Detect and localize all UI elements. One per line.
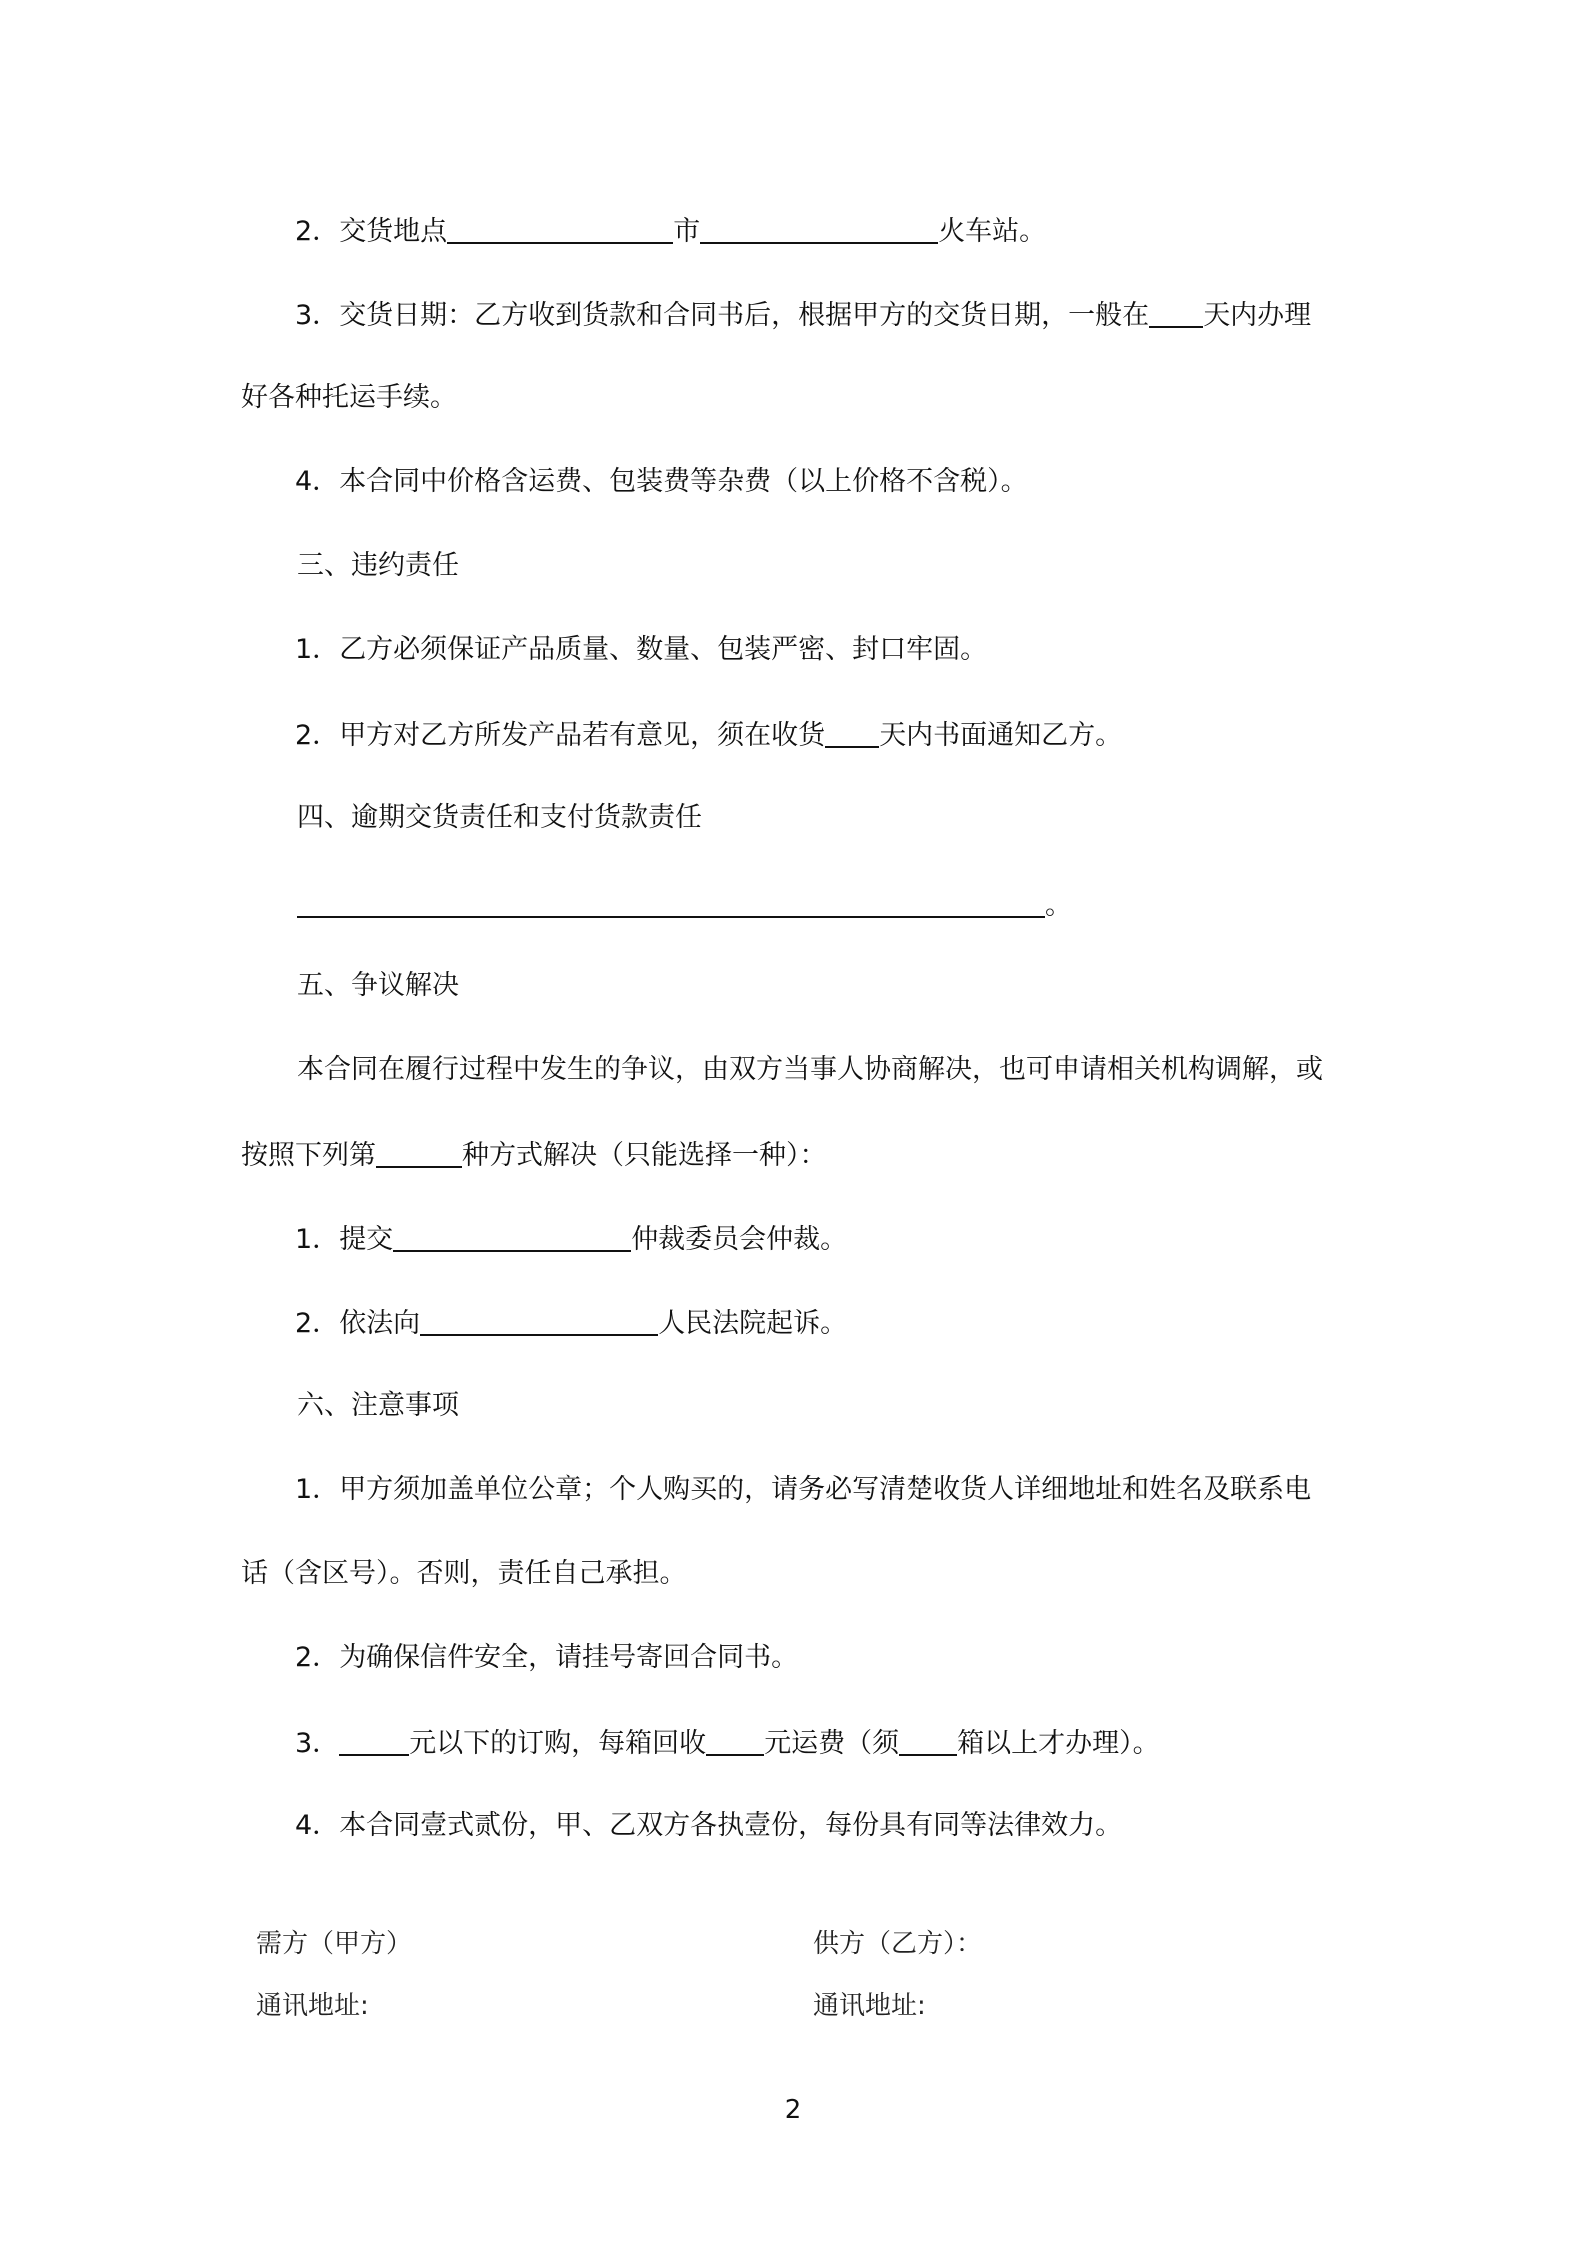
price-text: 本合同中价格含运费、包装费等杂费（以上价格不含税）。 [339,466,1028,497]
section-heading-breach: 三、违约责任 [297,550,459,581]
breach-item-2 [295,716,1122,754]
item-number: 3． [295,300,340,331]
notes-item-3 [295,1724,1160,1762]
city-suffix: 市 [673,216,701,247]
delivery-place-item [295,212,1046,250]
station-blank[interactable] [700,212,938,244]
supplier-address-label: 通讯地址: [813,1991,926,2021]
breach-item-1-text: 乙方必须保证产品质量、数量、包装严密、封口牢固。 [339,634,988,665]
overdue-line-end: 。 [1045,890,1072,921]
order-amount-blank[interactable] [339,1724,409,1756]
item-number: 4． [295,1810,340,1841]
dispute-method-suffix: 种方式解决（只能选择一种）： [462,1140,827,1171]
page-number: 2 [784,2095,802,2125]
delivery-date-suffix: 天内办理 [1203,300,1312,331]
item-number: 3． [295,1728,340,1759]
buyer-label: 需方（甲方） [256,1929,413,1959]
supplier-label: 供方（乙方）： [813,1929,983,1959]
dispute-item-2 [295,1304,847,1342]
station-suffix: 火车站。 [938,216,1047,247]
notes-item-2-text: 为确保信件安全，请挂号寄回合同书。 [339,1642,799,1673]
days-blank[interactable] [1149,296,1203,328]
delivery-date-item [295,296,1311,334]
notes-item-3-part2: 元运费（须 [764,1728,900,1759]
item-number: 1． [295,1224,340,1255]
overdue-blank-line [297,886,1072,924]
notes-item-4-text: 本合同壹式贰份，甲、乙双方各执壹份，每份具有同等法律效力。 [339,1810,1123,1841]
dispute-paragraph-line1: 本合同在履行过程中发生的争议，由双方当事人协商解决，也可申请相关机构调解，或 [297,1054,1323,1085]
notes-item-4 [295,1808,1122,1844]
dispute-paragraph-line2 [241,1136,827,1174]
dispute-item-1-prefix: 提交 [339,1224,394,1255]
delivery-date-text: 交货日期：乙方收到货款和合同书后，根据甲方的交货日期，一般在 [339,300,1150,331]
item-number: 2． [295,1308,340,1339]
dispute-item-2-prefix: 依法向 [339,1308,421,1339]
dispute-item-1-suffix: 仲裁委员会仲裁。 [631,1224,848,1255]
item-number: 1． [295,1474,340,1505]
item-number: 4． [295,466,340,497]
min-boxes-blank[interactable] [899,1724,957,1756]
court-blank[interactable] [420,1304,658,1336]
freight-amount-blank[interactable] [706,1724,764,1756]
arbitration-committee-blank[interactable] [393,1220,631,1252]
dispute-method-prefix: 按照下列第 [241,1140,376,1171]
price-item [295,464,1028,500]
breach-item-2-text: 甲方对乙方所发产品若有意见，须在收货 [339,720,826,751]
item-number: 2． [295,1642,340,1673]
notes-item-2 [295,1640,798,1676]
notes-item-1 [295,1472,1311,1508]
delivery-place-label: 交货地点 [339,216,448,247]
dispute-method-blank[interactable] [376,1136,462,1168]
section-heading-notes: 六、注意事项 [297,1390,459,1421]
notice-days-blank[interactable] [825,716,879,748]
notes-item-1-text: 甲方须加盖单位公章；个人购买的，请务必写清楚收货人详细地址和姓名及联系电 [339,1474,1312,1505]
section-heading-overdue: 四、逾期交货责任和支付货款责任 [297,802,702,833]
item-number: 2． [295,216,340,247]
notes-item-3-part1: 元以下的订购，每箱回收 [409,1728,707,1759]
notes-item-1-line2: 话（含区号）。否则，责任自己承担。 [241,1558,687,1589]
breach-item-1 [295,632,987,668]
overdue-terms-blank[interactable] [297,886,1045,918]
city-blank[interactable] [447,212,673,244]
item-number: 1． [295,634,340,665]
dispute-item-2-suffix: 人民法院起诉。 [658,1308,848,1339]
delivery-date-line2: 好各种托运手续。 [241,382,457,413]
notes-item-3-part3: 箱以上才办理）。 [957,1728,1160,1759]
item-number: 2． [295,720,340,751]
breach-item-2-suffix: 天内书面通知乙方。 [879,720,1123,751]
buyer-address-label: 通讯地址: [256,1991,369,2021]
dispute-item-1 [295,1220,847,1258]
section-heading-dispute: 五、争议解决 [297,970,459,1001]
